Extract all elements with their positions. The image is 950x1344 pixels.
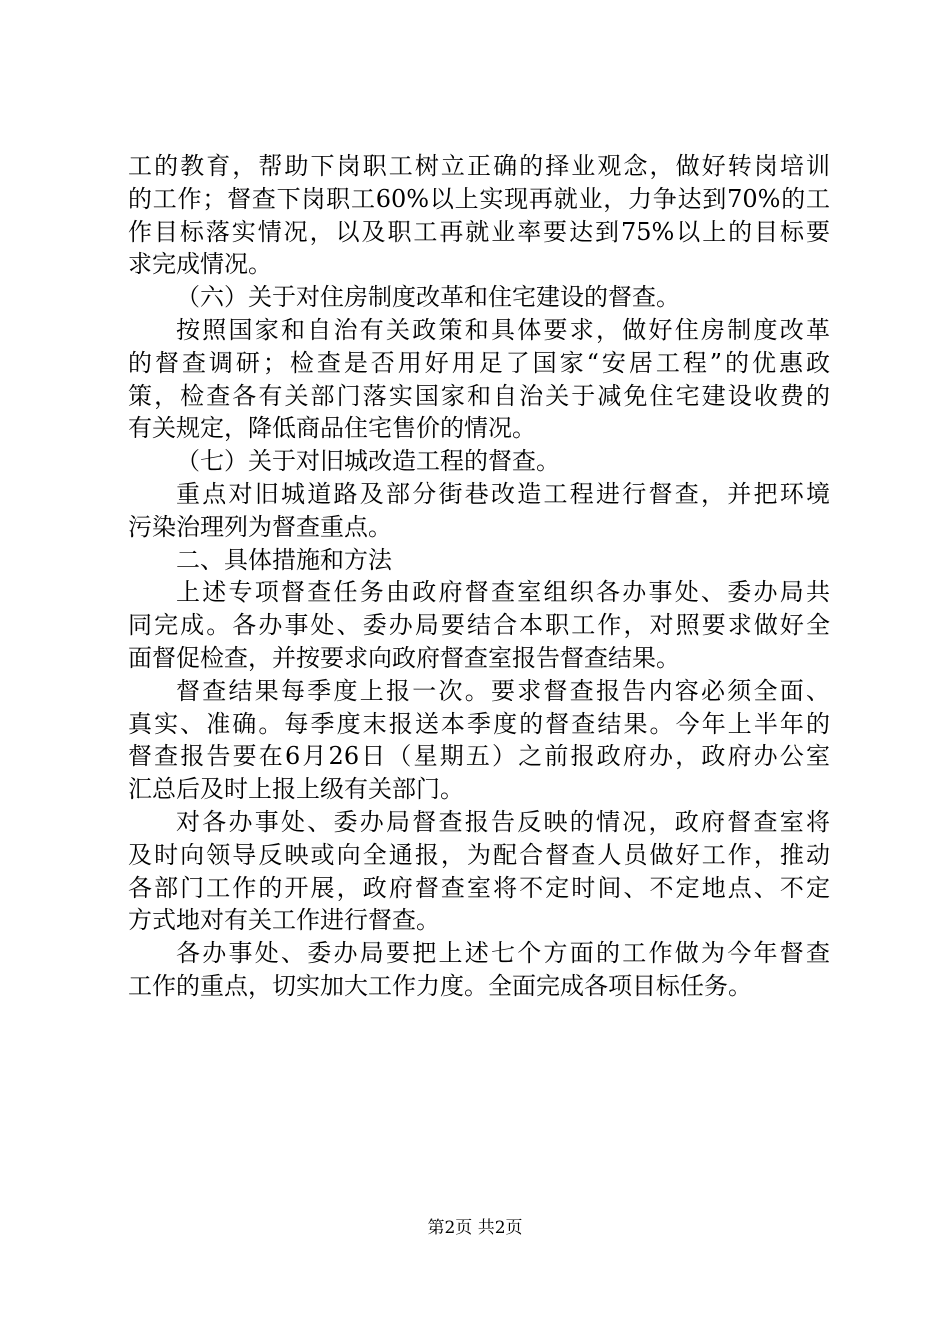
text-line: 工的教育，帮助下岗职工树立正确的择业观念，做好转岗培训 bbox=[128, 152, 830, 180]
text-line: 督查结果每季度上报一次。要求督查报告内容必须全面、 bbox=[176, 676, 830, 705]
text-line: 的工作；督查下岗职工60%以上实现再就业，力争达到70%的工 bbox=[128, 184, 830, 213]
text-line: 及时向领导反映或向全通报，为配合督查人员做好工作，推动 bbox=[128, 840, 830, 869]
text-line: （六）关于对住房制度改革和住宅建设的督查。 bbox=[176, 283, 680, 312]
text-line: 按照国家和自治有关政策和具体要求，做好住房制度改革 bbox=[176, 315, 830, 344]
text-line: 同完成。各办事处、委办局要结合本职工作，对照要求做好全 bbox=[128, 611, 830, 640]
text-line: （七）关于对旧城改造工程的督查。 bbox=[176, 447, 560, 476]
text-line: 真实、准确。每季度末报送本季度的督查结果。今年上半年的 bbox=[128, 709, 830, 738]
text-line: 上述专项督查任务由政府督查室组织各办事处、委办局共 bbox=[176, 578, 830, 607]
text-line: 作目标落实情况，以及职工再就业率要达到75%以上的目标要 bbox=[128, 217, 830, 246]
text-line: 各部门工作的开展，政府督查室将不定时间、不定地点、不定 bbox=[128, 873, 830, 902]
document-body bbox=[128, 150, 830, 1003]
text-line: 工作的重点，切实加大工作力度。全面完成各项目标任务。 bbox=[128, 971, 752, 1000]
text-line: 各办事处、委办局要把上述七个方面的工作做为今年督查 bbox=[176, 939, 830, 968]
text-line: 汇总后及时上报上级有关部门。 bbox=[128, 775, 464, 804]
text-line: 污染治理列为督查重点。 bbox=[128, 512, 392, 541]
text-line: 重点对旧城道路及部分街巷改造工程进行督查，并把环境 bbox=[176, 479, 830, 508]
text-line: 求完成情况。 bbox=[128, 250, 272, 279]
text-line: 的督查调研；检查是否用好用足了国家“安居工程”的优惠政 bbox=[128, 348, 830, 377]
text-line: 有关规定，降低商品住宅售价的情况。 bbox=[128, 414, 536, 443]
text-line: 方式地对有关工作进行督查。 bbox=[128, 906, 440, 935]
text-line: 策，检查各有关部门落实国家和自治关于减免住宅建设收费的 bbox=[128, 381, 830, 410]
text-line: 对各办事处、委办局督查报告反映的情况，政府督查室将 bbox=[176, 807, 830, 836]
text-line: 二、具体措施和方法 bbox=[176, 545, 392, 574]
page-footer: 第2页 共2页 bbox=[427, 1218, 523, 1238]
text-line: 面督促检查，并按要求向政府督查室报告督查结果。 bbox=[128, 643, 680, 672]
text-line: 督查报告要在6月26日（星期五）之前报政府办，政府办公室 bbox=[128, 742, 830, 771]
